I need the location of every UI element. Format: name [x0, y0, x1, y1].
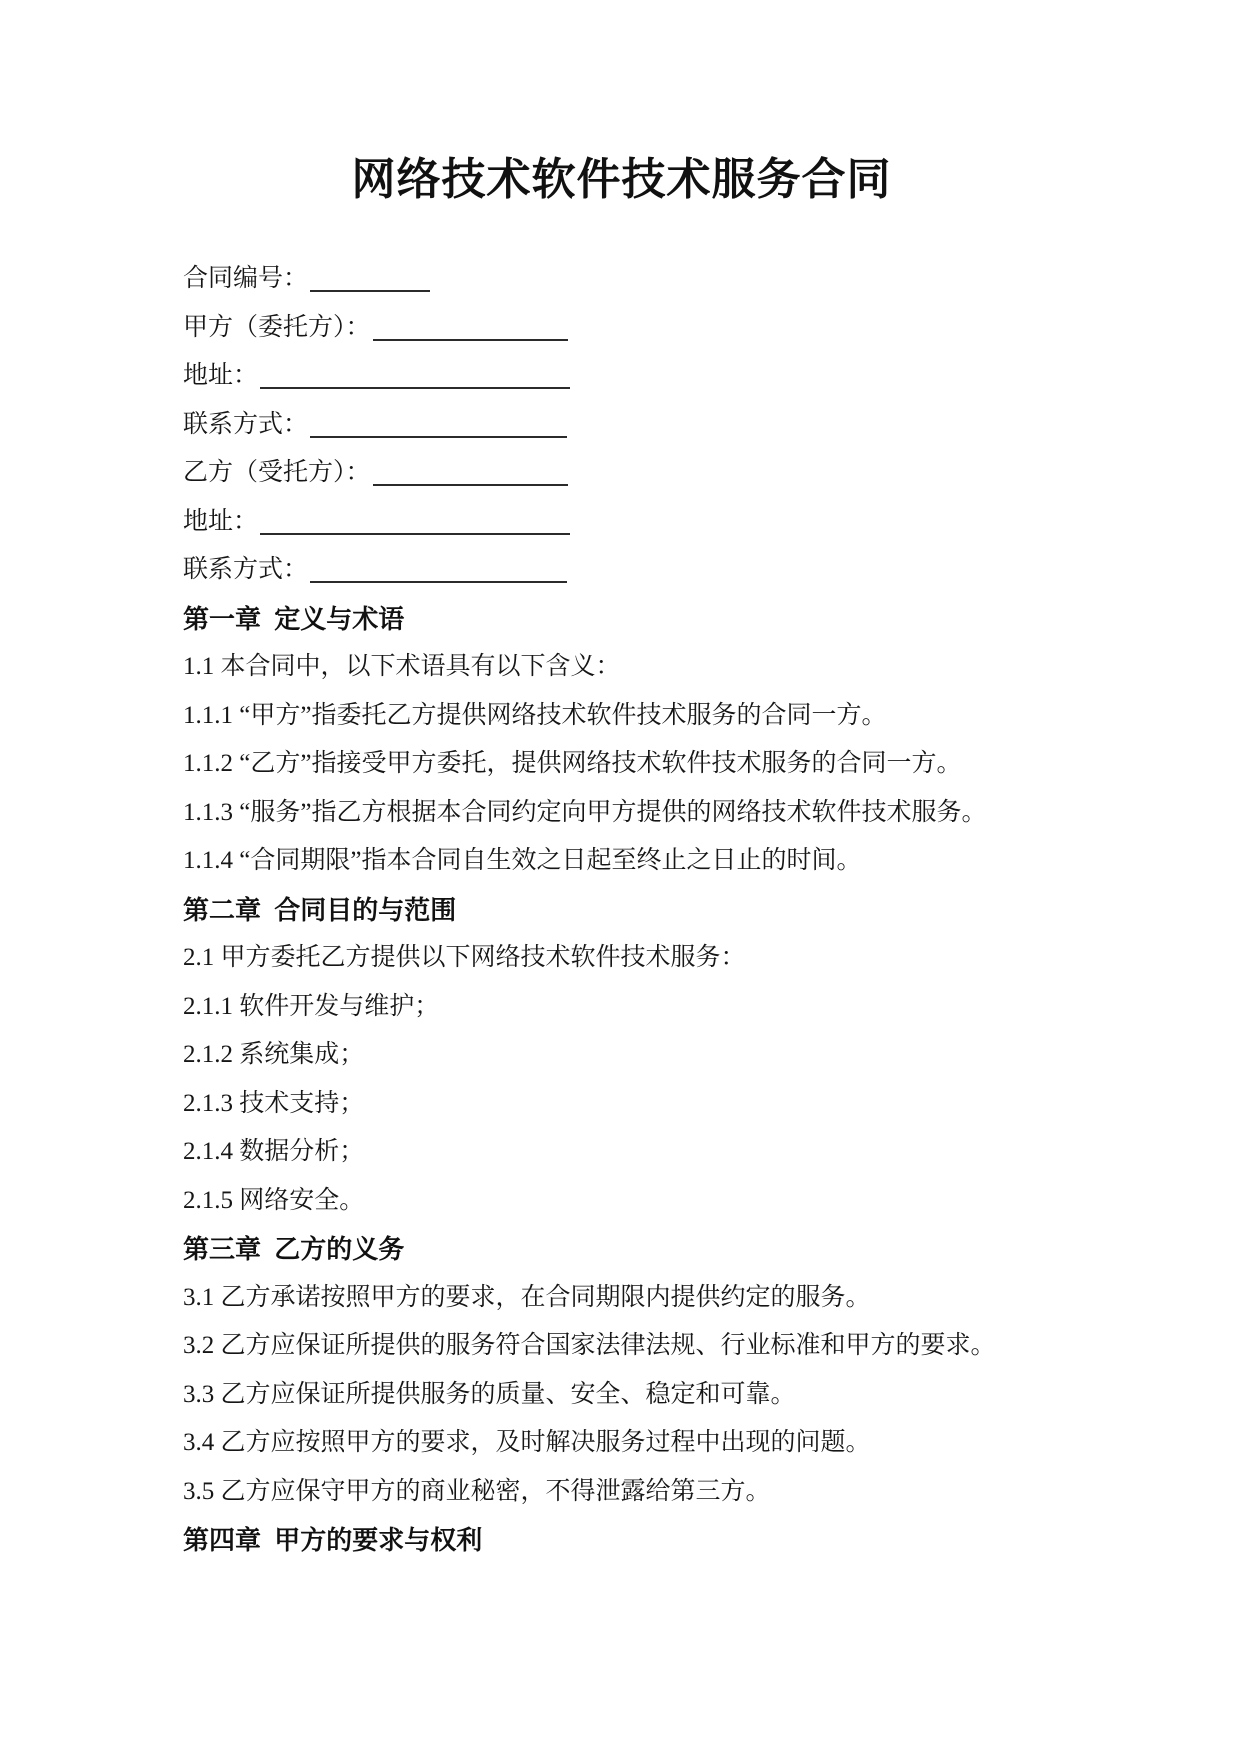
- clause-3-2: 3.2 乙方应保证所提供的服务符合国家法律法规、行业标准和甲方的要求。: [183, 1332, 996, 1359]
- chapter-2-heading: 第二章 合同目的与范围: [183, 894, 457, 925]
- field-party-b-contact: [183, 546, 1060, 595]
- clause-2-1-5: 2.1.5 网络安全。: [183, 1186, 365, 1214]
- field-party-a-address-blank: [260, 387, 570, 389]
- field-party-b-contact-label: 联系方式：: [183, 556, 309, 583]
- field-party-b-label: 乙方（受托方）：: [183, 459, 371, 486]
- clause-1-1-4: 1.1.4 “合同期限”指本合同自生效之日起至终止之日止的时间。: [183, 847, 862, 874]
- clause-3-4: 3.4 乙方应按照甲方的要求，及时解决服务过程中出现的问题。: [183, 1429, 871, 1456]
- clause-1-1: 1.1 本合同中，以下术语具有以下含义：: [183, 653, 621, 680]
- field-contract-number-label: 合同编号：: [183, 265, 309, 292]
- field-party-b-contact-blank: [310, 581, 567, 583]
- chapter-2-purpose-scope: [183, 886, 1060, 1226]
- field-contract-number: [183, 255, 1060, 304]
- clause-3-1: 3.1 乙方承诺按照甲方的要求，在合同期限内提供约定的服务。: [183, 1283, 871, 1311]
- field-party-b-address: [183, 498, 1060, 547]
- field-party-a-address-label: 地址：: [183, 362, 259, 389]
- chapter-1-heading: 第一章 定义与术语: [183, 603, 405, 634]
- field-party-a-contact: [183, 401, 1060, 450]
- field-party-a-contact-blank: [310, 436, 567, 438]
- field-party-a-contact-label: 联系方式：: [183, 410, 309, 438]
- field-party-b: [183, 449, 1060, 498]
- field-party-a-address: [183, 352, 1060, 401]
- field-party-b-address-blank: [260, 533, 570, 535]
- chapter-3-party-b-obligations: [183, 1225, 1060, 1516]
- clause-3-5: 3.5 乙方应保守甲方的商业秘密，不得泄露给第三方。: [183, 1477, 771, 1505]
- clause-1-1-1: 1.1.1 “甲方”指委托乙方提供网络技术软件技术服务的合同一方。: [183, 701, 887, 729]
- field-party-a-blank: [373, 339, 568, 341]
- clause-3-3: 3.3 乙方应保证所提供服务的质量、安全、稳定和可靠。: [183, 1380, 796, 1408]
- clause-1-1-3: 1.1.3 “服务”指乙方根据本合同约定向甲方提供的网络技术软件技术服务。: [183, 798, 987, 826]
- field-contract-number-blank: [310, 290, 430, 292]
- clause-2-1-4: 2.1.4 数据分析；: [183, 1138, 365, 1165]
- field-party-b-address-label: 地址：: [183, 507, 259, 535]
- clause-2-1-1: 2.1.1 软件开发与维护；: [183, 992, 440, 1020]
- chapter-4-party-a-rights: [183, 1516, 1060, 1565]
- document-title: 网络技术软件技术服务合同: [351, 155, 892, 204]
- chapter-4-heading: 第四章 甲方的要求与权利: [183, 1525, 483, 1555]
- field-party-a: [183, 304, 1060, 353]
- clause-2-1-3: 2.1.3 技术支持；: [183, 1089, 365, 1117]
- field-party-b-blank: [373, 484, 568, 486]
- contract-header-fields: [183, 255, 1060, 595]
- chapter-1-definitions: [183, 595, 1060, 886]
- field-party-a-label: 甲方（委托方）：: [183, 313, 371, 341]
- chapter-3-heading: 第三章 乙方的义务: [183, 1234, 405, 1264]
- clause-1-1-2: 1.1.2 “乙方”指接受甲方委托，提供网络技术软件技术服务的合同一方。: [183, 750, 962, 777]
- clause-2-1: 2.1 甲方委托乙方提供以下网络技术软件技术服务：: [183, 944, 746, 971]
- clause-2-1-2: 2.1.2 系统集成；: [183, 1041, 365, 1068]
